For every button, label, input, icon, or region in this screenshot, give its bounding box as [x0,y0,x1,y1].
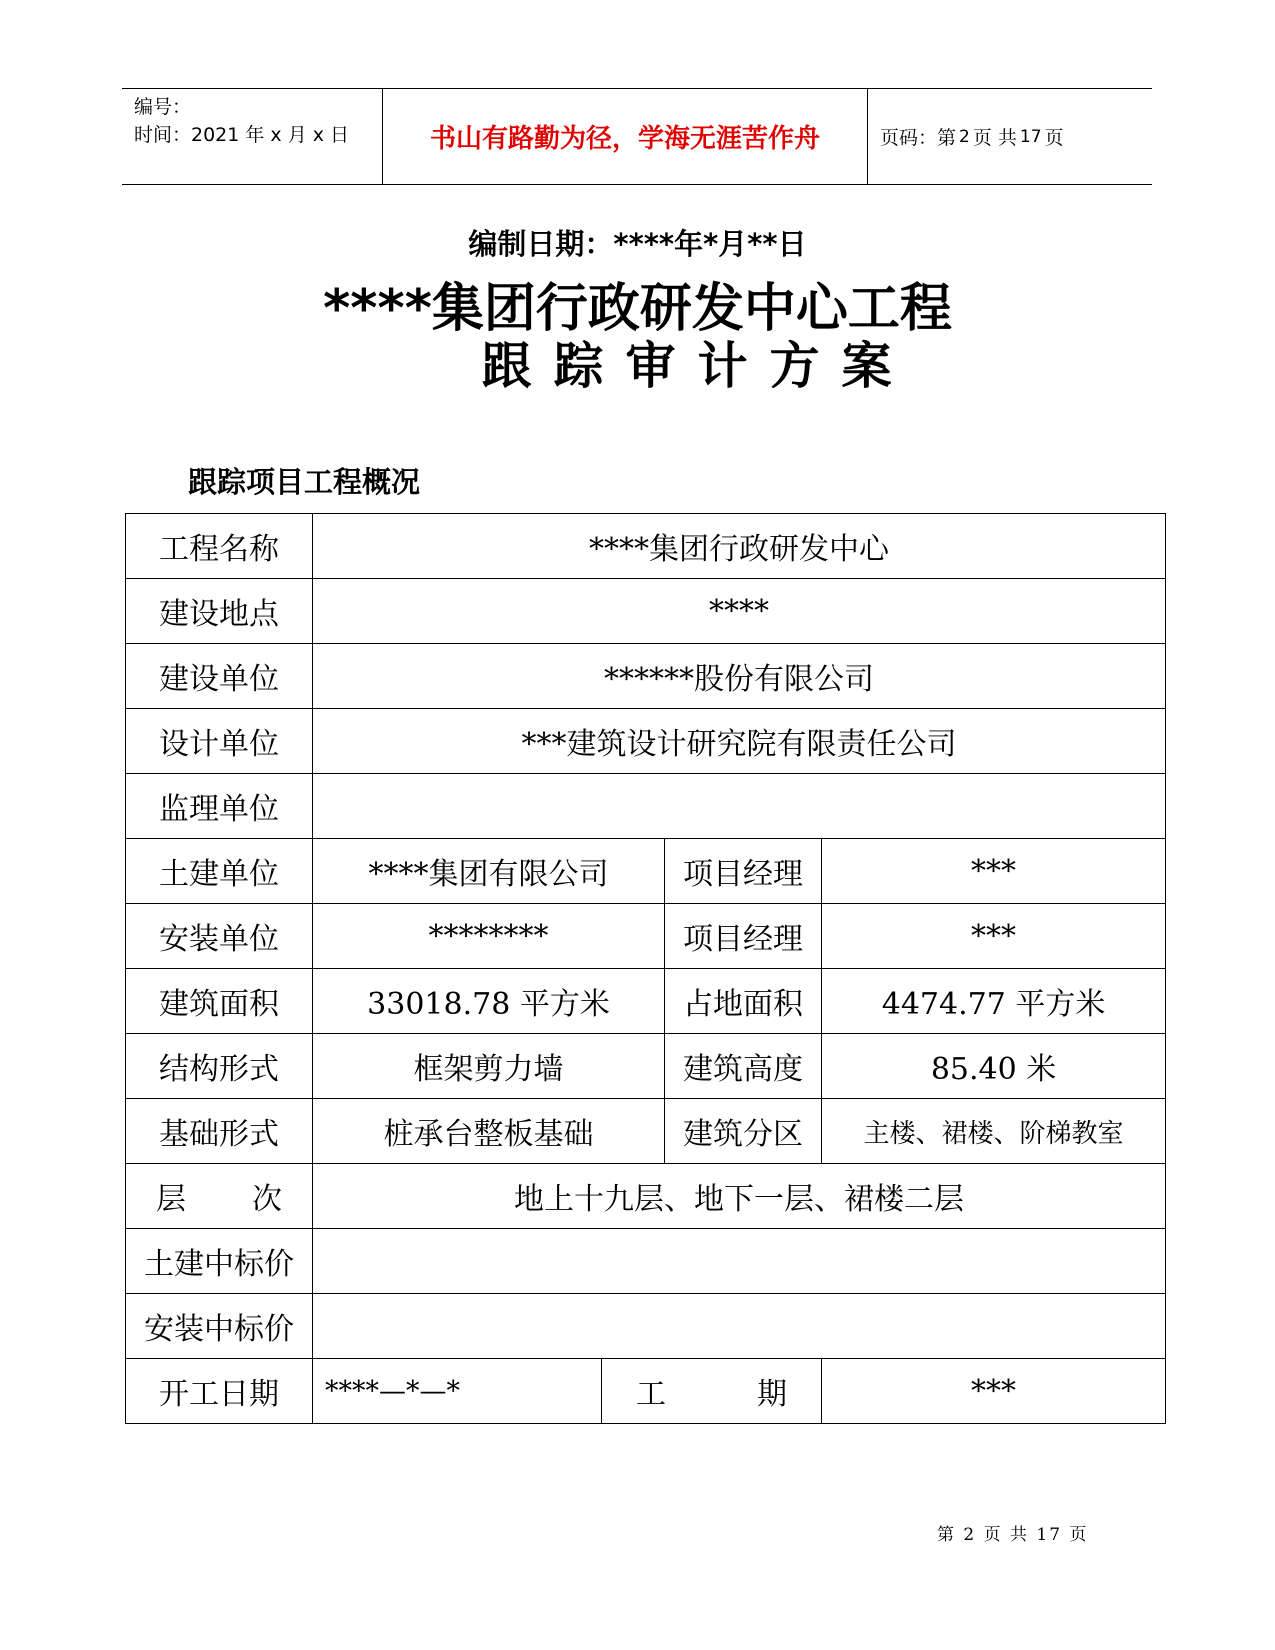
header-page-info [880,89,1064,184]
document-subtitle: 跟踪审计方案 [481,337,914,395]
row-label: 安装单位 [126,904,313,969]
row-value-2: *** [822,904,1166,969]
row-label [126,1164,313,1229]
row-label-char: 层 [156,1182,186,1217]
table-row [126,579,1166,644]
row-value [313,1229,1166,1294]
row-label-char: 期 [757,1377,787,1412]
row-value-2: 85.40 米 [822,1034,1166,1099]
row-label-char: 工 [636,1377,666,1412]
row-label: 设计单位 [126,709,313,774]
page-prefix: 页码：第 [880,127,957,149]
document-number-label: 编号： [134,96,192,118]
row-value: 33018.78 平方米 [313,969,665,1034]
row-label-2: 项目经理 [665,839,822,904]
row-value-2: 主楼、裙楼、阶梯教室 [822,1099,1166,1164]
row-label: 建设地点 [126,579,313,644]
page-suffix: 页 [1044,127,1064,149]
row-value: **** [313,579,1166,644]
table-row [126,709,1166,774]
page-number: 2 [959,126,970,147]
row-label: 建设单位 [126,644,313,709]
page-header [122,88,1152,185]
row-label-2: 占地面积 [665,969,822,1034]
table-row [126,839,1166,904]
table-row [126,969,1166,1034]
table-row [126,514,1166,579]
row-value: ***建筑设计研究院有限责任公司 [313,709,1166,774]
row-label: 建筑面积 [126,969,313,1034]
row-label-2: 项目经理 [665,904,822,969]
row-value-2: 4474.77 平方米 [822,969,1166,1034]
row-label: 结构形式 [126,1034,313,1099]
row-label-char: 次 [252,1182,282,1217]
row-value: ****—*—* [313,1359,602,1424]
compile-date: 编制日期：****年*月**日 [468,227,807,261]
header-motto: 书山有路勤为径，学海无涯苦作舟 [382,89,868,184]
table-row [126,644,1166,709]
project-overview-table [125,513,1166,1424]
row-value: 地上十九层、地下一层、裙楼二层 [313,1164,1166,1229]
row-value: ******股份有限公司 [313,644,1166,709]
row-value-2: *** [822,839,1166,904]
row-label-2: 建筑高度 [665,1034,822,1099]
row-value: 框架剪力墙 [313,1034,665,1099]
row-label: 安装中标价 [126,1294,313,1359]
row-value: ******** [313,904,665,969]
table-row [126,1294,1166,1359]
document-time: 时间：2021 年 x 月 x 日 [134,124,350,146]
section-title: 跟踪项目工程概况 [188,465,421,499]
table-row [126,904,1166,969]
row-label: 土建中标价 [126,1229,313,1294]
page-total: 17 [1019,126,1042,147]
row-label: 基础形式 [126,1099,313,1164]
table-row [126,774,1166,839]
row-label: 工程名称 [126,514,313,579]
document-title: ****集团行政研发中心工程 [323,279,952,339]
row-value [313,774,1166,839]
table-row [126,1359,1166,1424]
page-mid: 页 共 [972,127,1017,149]
row-label-2 [602,1359,822,1424]
row-label-2: 建筑分区 [665,1099,822,1164]
header-meta [134,93,374,149]
row-value: 桩承台整板基础 [313,1099,665,1164]
row-label: 土建单位 [126,839,313,904]
table-row [126,1229,1166,1294]
row-value-2: *** [822,1359,1166,1424]
table-row [126,1034,1166,1099]
table-row [126,1164,1166,1229]
row-value: ****集团有限公司 [313,839,665,904]
table-row [126,1099,1166,1164]
page-footer: 第 2 页 共 17 页 [937,1525,1089,1545]
row-label: 监理单位 [126,774,313,839]
row-value: ****集团行政研发中心 [313,514,1166,579]
row-value [313,1294,1166,1359]
row-label: 开工日期 [126,1359,313,1424]
